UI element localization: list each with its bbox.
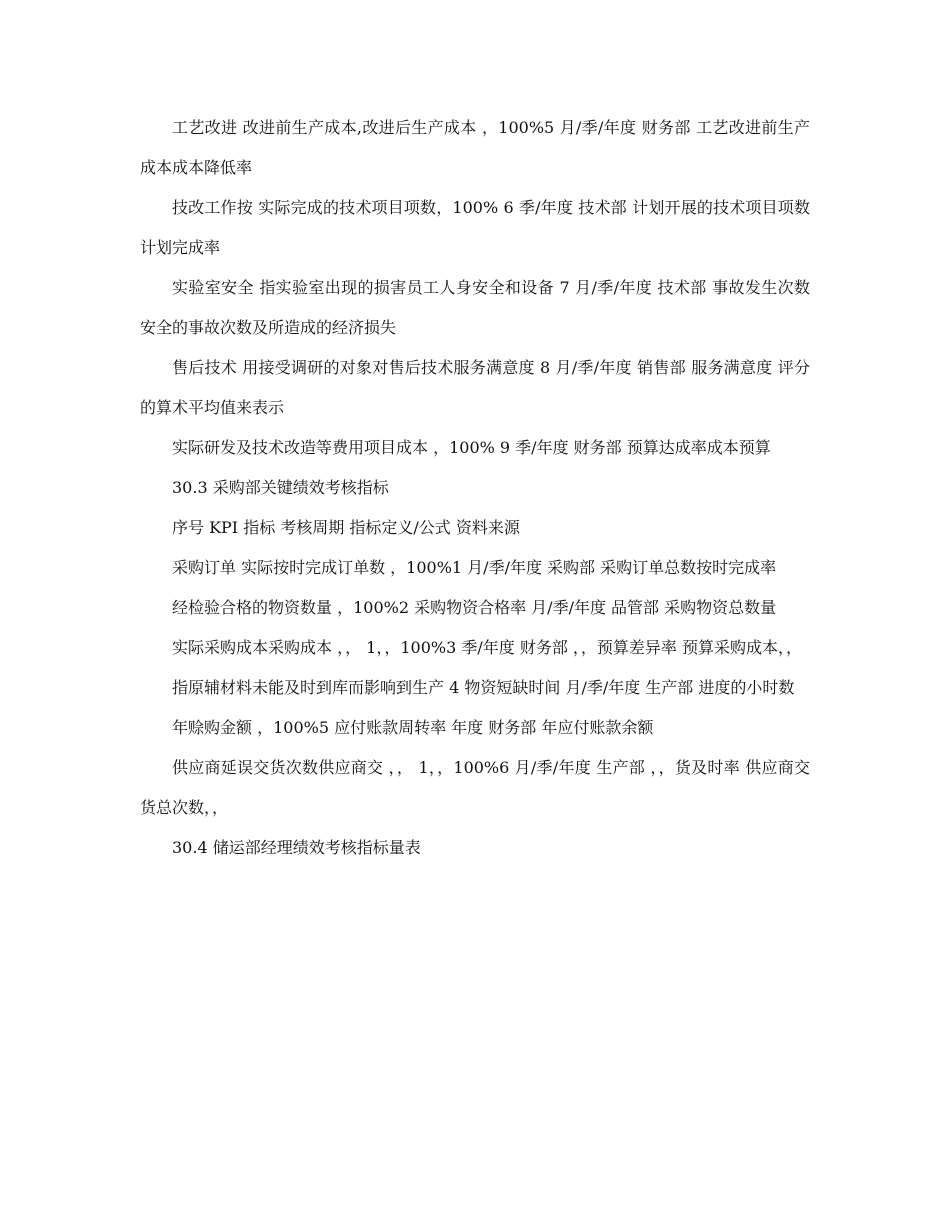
paragraph-supplier-on-time-rate: 供应商延误交货次数供应商交 ，， 1，，100%6 月/季/年度 生产部 ，，货及时率 供应商交货总次数，， bbox=[140, 758, 810, 817]
paragraph-tech-plan-completion: 技改工作按 实际完成的技术项目项数，100% 6 季/年度 技术部 计划开展的技术项目项数计划完成率 bbox=[140, 198, 810, 257]
paragraph-material-shortage-time: 指原辅材料未能及时到库而影响到生产 4 物资短缺时间 月/季/年度 生产部 进度的小时数 bbox=[172, 678, 795, 697]
paragraph-after-sales-satisfaction: 售后技术 用接受调研的对象对售后技术服务满意度 8 月/季/年度 销售部 服务满意度 评分的算术平均值来表示 bbox=[140, 358, 810, 417]
paragraph-payables-turnover: 年赊购金额 ，100%5 应付账款周转率 年度 财务部 年应付账款余额 bbox=[172, 718, 654, 737]
table-header-row: 序号 KPI 指标 考核周期 指标定义/公式 资料来源 bbox=[172, 518, 520, 537]
paragraph-lab-safety: 实验室安全 指实验室出现的损害员工人身安全和设备 7 月/季/年度 技术部 事故发生次数 安全的事故次数及所造成的经济损失 bbox=[140, 278, 810, 337]
section-heading-purchasing-kpi: 30.3 采购部关键绩效考核指标 bbox=[172, 478, 389, 497]
paragraph-material-pass-rate: 经检验合格的物资数量 ，100%2 采购物资合格率 月/季/年度 品管部 采购物资总数量 bbox=[172, 598, 777, 617]
paragraph-craft-improvement: 工艺改进 改进前生产成本,改进后生产成本 ，100%5 月/季/年度 财务部 工艺改进前生产成本成本降低率 bbox=[140, 118, 810, 177]
paragraph-budget-achievement: 实际研发及技术改造等费用项目成本 ，100% 9 季/年度 财务部 预算达成率成本预算 bbox=[172, 438, 771, 457]
paragraph-order-on-time-rate: 采购订单 实际按时完成订单数 ，100%1 月/季/年度 采购部 采购订单总数按时完成率 bbox=[172, 558, 777, 577]
section-heading-logistics-kpi: 30.4 储运部经理绩效考核指标量表 bbox=[172, 838, 421, 857]
paragraph-budget-variance: 实际采购成本采购成本 ，， 1，，100%3 季/年度 财务部 ，，预算差异率 预算采购成本，， bbox=[172, 638, 803, 657]
